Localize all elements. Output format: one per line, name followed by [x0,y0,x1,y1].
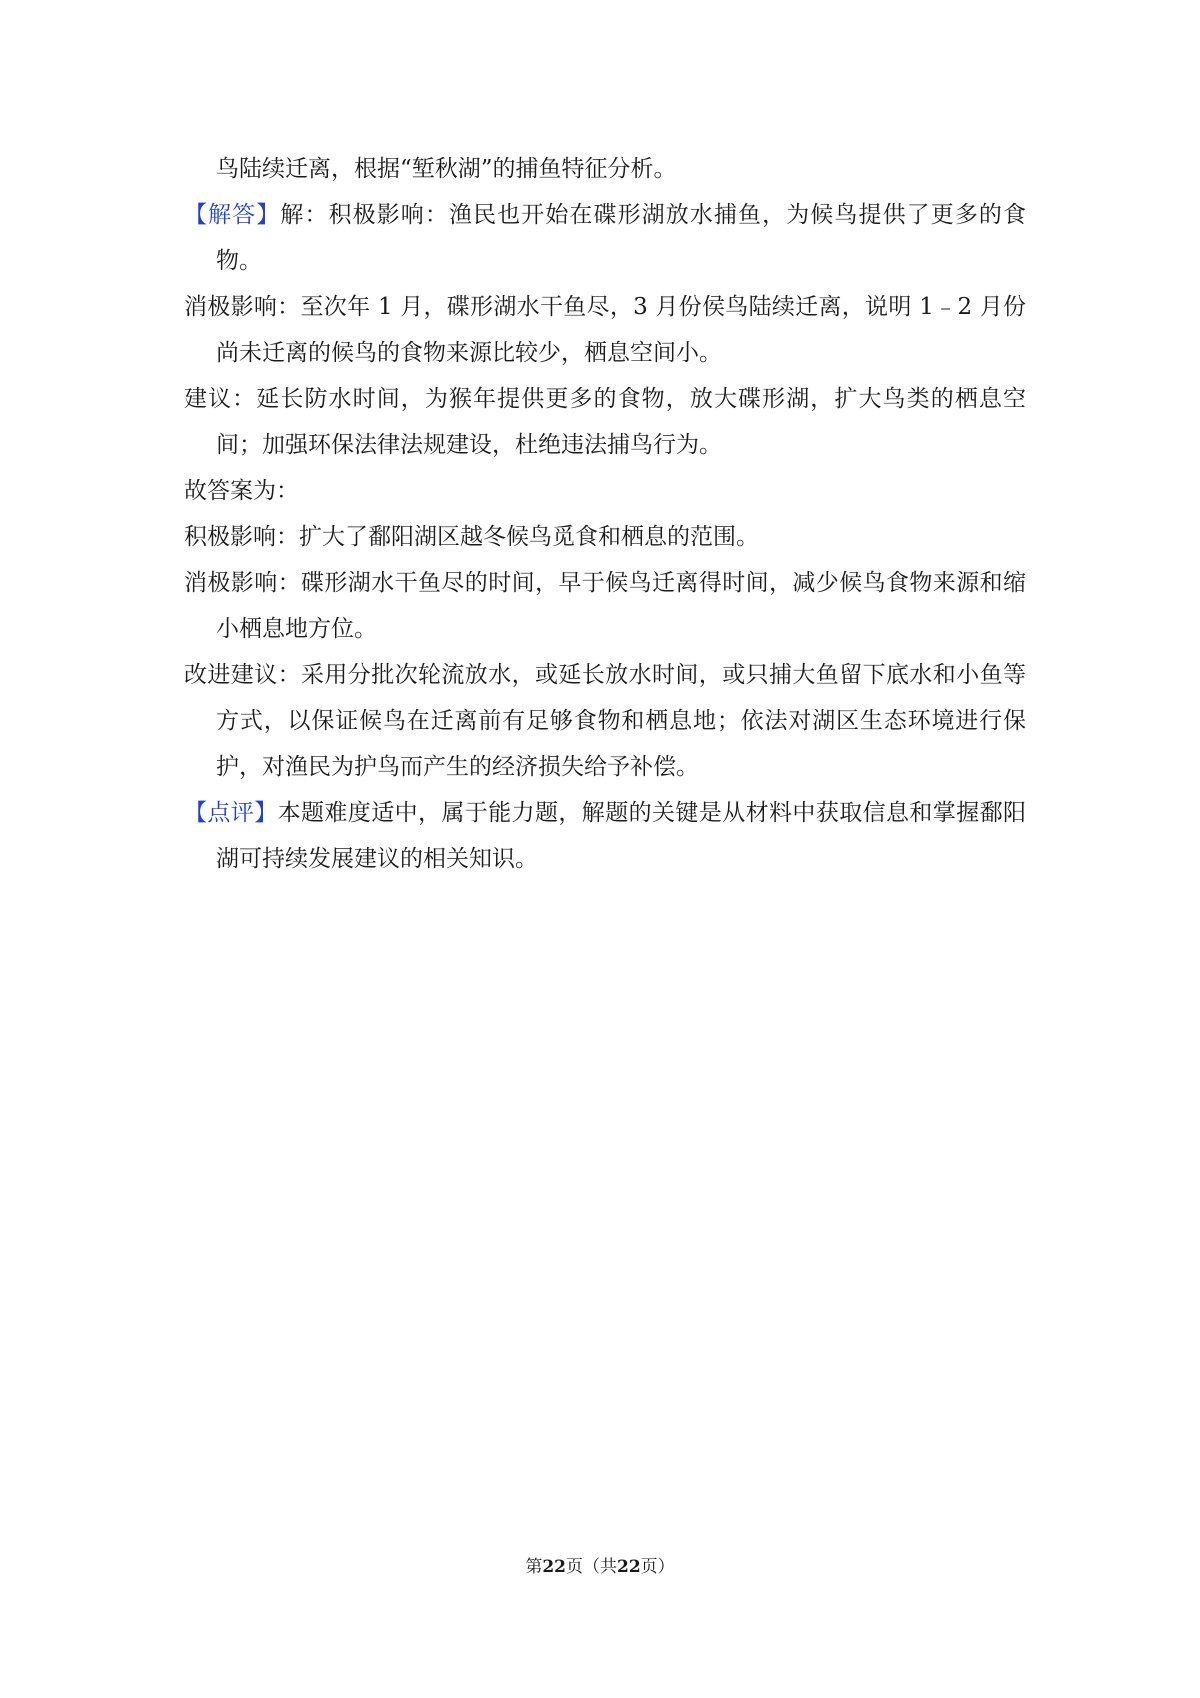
paragraph-text: 建议：延长防水时间，为猴年提供更多的食物，放大碟形湖，扩大鸟类的栖息空间；加强环保法律法规建设，杜绝违法捕鸟行为。 [184,386,1026,458]
footer-middle: 页（共 [566,1557,617,1577]
paragraph-negative-answer [184,560,1026,652]
paragraph-text: 积极影响：扩大了鄱阳湖区越冬候鸟觅食和栖息的范围。 [184,524,759,550]
paragraph-negative-impact [184,284,1026,376]
paragraph-positive-answer [184,514,1026,560]
page-total: 22 [617,1557,641,1577]
page-footer [0,1555,1200,1579]
paragraph-suggestion [184,376,1026,468]
footer-prefix: 第 [525,1557,543,1577]
paragraph-text: 解：积极影响：渔民也开始在碟形湖放水捕鱼，为候鸟提供了更多的食物。 [216,202,1027,274]
paragraph-text: 鸟陆续迁离，根据“堑秋湖”的捕鱼特征分析。 [216,156,677,182]
answer-tag: 【解答】 [184,202,281,228]
paragraph-continuation [184,146,1026,192]
paragraph-answer-heading [184,468,1026,514]
footer-suffix: 页） [640,1557,675,1577]
paragraph-text: 消极影响：碟形湖水干鱼尽的时间，早于候鸟迁离得时间，减少候鸟食物来源和缩小栖息地方位。 [184,570,1026,642]
paragraph-comment [184,790,1026,882]
paragraph-improvement [184,652,1026,790]
paragraph-text: 消极影响：至次年 1 月，碟形湖水干鱼尽，3 月份侯鸟陆续迁离，说明 1﹣2 月份尚未迁离的候鸟的食物来源比较少，栖息空间小。 [184,294,1026,366]
paragraph-text: 故答案为： [184,478,299,504]
paragraph-answer [184,192,1026,284]
document-body [184,146,1026,882]
page-number: 22 [542,1557,566,1577]
comment-tag: 【点评】 [184,800,278,826]
paragraph-text: 改进建议：采用分批次轮流放水，或延长放水时间，或只捕大鱼留下底水和小鱼等方式，以保证候鸟在迁离前有足够食物和栖息地；依法对湖区生态环境进行保护，对渔民为护鸟而产生的经济损失给予补偿。 [184,662,1026,780]
paragraph-text: 本题难度适中，属于能力题，解题的关键是从材料中获取信息和掌握鄱阳湖可持续发展建议的相关知识。 [216,800,1027,872]
